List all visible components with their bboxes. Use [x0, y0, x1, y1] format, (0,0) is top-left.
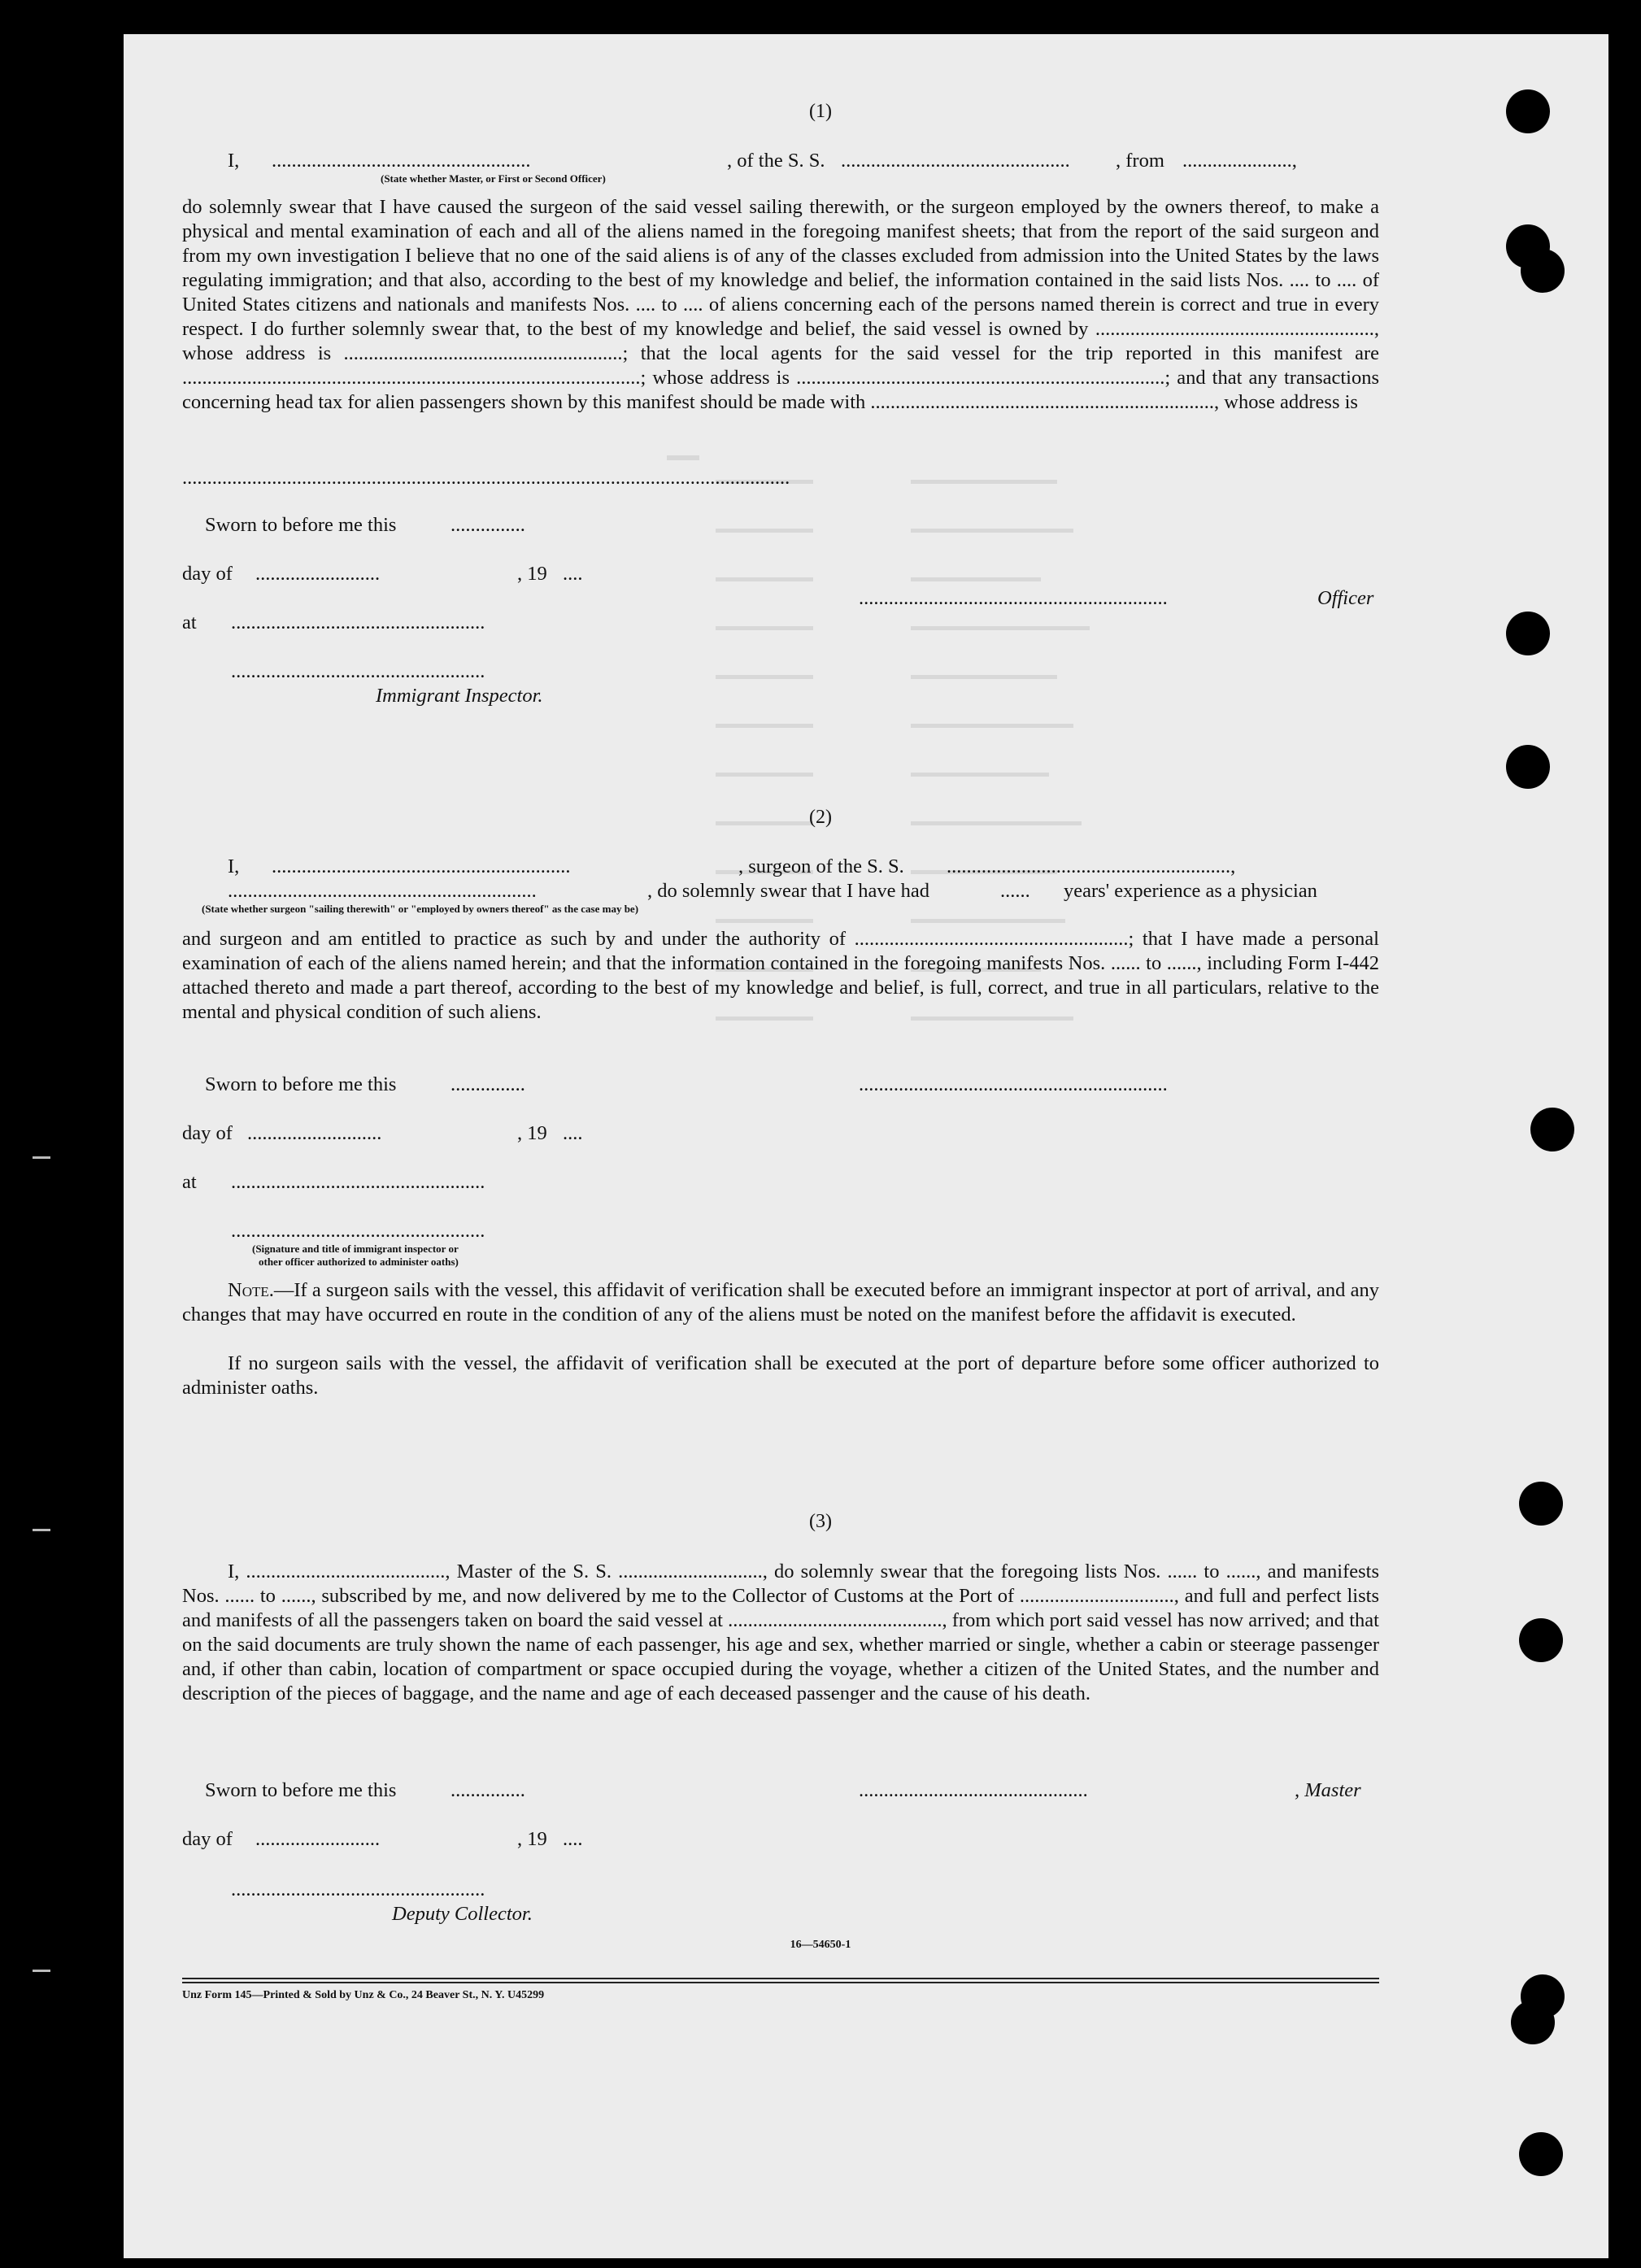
collector-signature-field[interactable]: ................................................... — [231, 1878, 485, 1900]
vessel-name-field[interactable]: ........................................................., — [947, 855, 1236, 877]
section-2-header-line — [182, 855, 1379, 880]
section-2-number: (2) — [809, 807, 832, 828]
punch-hole — [1530, 1108, 1574, 1151]
punch-hole — [1506, 745, 1550, 789]
punch-hole — [1506, 612, 1550, 655]
section-1-inspector-line — [182, 685, 1379, 709]
sworn-label: Sworn to before me this — [205, 1073, 397, 1095]
sworn-label: Sworn to before me this — [205, 1779, 397, 1801]
surgeon-of-ss-label: , surgeon of the S. S. — [738, 855, 904, 877]
inspector-signature-field[interactable]: ................................................... — [231, 660, 485, 682]
vessel-name-field[interactable]: .............................................. — [841, 150, 1070, 172]
section-1-oath-text: do solemnly swear that I have caused the surgeon of the said vessel sailing therewith, or the surgeon employed by the owners thereof, to make a physical and mental examination of each and all of the aliens named in the foregoing manifest sheets; that from the report of the said surgeon and from my own investigation I believe that no one of the said aliens is of any of the classes excluded from admission into the United States by the laws regulating immigration; and that also, according to the best of my knowledge and belief, the information contained in the said lists Nos. .... to .... of United States citizens and nationals and manifests Nos. .... to .... of aliens concerning each of the persons named therein is correct and true in every respect. I do further solemnly swear that, to the best of my knowledge and belief, the said vessel is owned by ........................................................, whose address is ........................................................; that the local agents for the said vessel for the trip reported in this manifest are ............................................................................................; whose address is ..........................................................................; and that any transactions concerning head tax for alien passengers shown by this manifest should be made with ....................................................................., whose address is — [182, 196, 1379, 413]
section-1-header-line — [182, 150, 1379, 174]
punch-hole — [1519, 1618, 1563, 1662]
year-field[interactable]: .... — [563, 563, 583, 585]
years-field[interactable]: ...... — [1000, 880, 1030, 902]
margin-tick — [33, 1970, 50, 1972]
at-field[interactable]: ................................................... — [231, 612, 485, 633]
footer-line — [182, 1989, 1379, 2013]
section-2-sign-line — [182, 1220, 1379, 1244]
inspector-signature-field[interactable]: ................................................... — [231, 1220, 485, 1242]
day-field[interactable]: ......................... — [255, 1828, 381, 1850]
master-signature-field[interactable]: .............................................. — [859, 1779, 1088, 1801]
at-label: at — [182, 612, 197, 633]
printer-imprint: Unz Form 145—Printed & Sold by Unz & Co., 24 Beaver St., N. Y. U45299 — [182, 1989, 545, 2001]
of-the-ss-label: , of the S. S. — [727, 150, 825, 172]
from-port-field[interactable]: ......................, — [1182, 150, 1297, 172]
officer-label: Officer — [1317, 587, 1374, 609]
section-1-body-tail — [182, 467, 1379, 491]
form-code: 16—54650-1 — [790, 1939, 851, 1951]
master-label: , Master — [1295, 1779, 1361, 1801]
surgeon-caption: (State whether surgeon "sailing therewith" or "employed by owners thereof" as the case may be) — [202, 903, 639, 915]
footer-rule — [182, 1982, 1379, 1983]
sworn-field[interactable]: ............... — [451, 514, 525, 536]
pronoun-i: I, — [228, 855, 240, 877]
section-2-sworn-line — [182, 1073, 1379, 1098]
section-1-sworn-line — [182, 514, 1379, 538]
section-2-line-2 — [182, 880, 1379, 904]
day-label: day of — [182, 563, 233, 585]
section-1-officer-line — [182, 587, 1379, 612]
year-label: , 19 — [517, 1122, 547, 1144]
at-label: at — [182, 1171, 197, 1193]
margin-tick — [33, 1156, 50, 1159]
surgeon-status-field[interactable]: .............................................................. — [228, 880, 537, 902]
officer-name-field[interactable]: .................................................... — [272, 150, 531, 172]
year-label: , 19 — [517, 563, 547, 585]
day-field[interactable]: ......................... — [255, 563, 381, 585]
day-label: day of — [182, 1122, 233, 1144]
note-second-paragraph: If no surgeon sails with the vessel, the affidavit of verification shall be executed at the port of departure before some officer authorized to administer oaths. — [182, 1352, 1379, 1399]
section-3-number: (3) — [809, 1511, 832, 1532]
immigrant-inspector-label: Immigrant Inspector. — [376, 685, 543, 707]
section-3-sign-line — [182, 1878, 1379, 1903]
surgeon-signature-field[interactable]: .............................................................. — [859, 1073, 1168, 1095]
signature-caption-line-2: other officer authorized to administer oaths) — [259, 1256, 459, 1268]
pronoun-i: I, — [228, 150, 240, 172]
section-3-oath-text: I, ........................................, Master of the S. S. ............................., do solemnly swear that the foregoing lists Nos. ...... to ......, and manifests Nos. ...... to ......, subscribed by me, and now delivered by me to the Collector of Customs at the Port of ..............................., and full and perfect lists and manifests of all the passengers taken on board the said vessel at ..........................................., from which port said vessel has now arrived; and that on the said documents are truly shown the name of each passenger, his age and sex, whether married or single, whether a cabin or steerage passenger and, if other than cabin, location of compartment or space occupied during the voyage, whether a citizen of the United States, and the number and description of the pieces of baggage, and the name and age of each deceased passenger and the cause of his death. — [182, 1561, 1379, 1704]
sworn-field[interactable]: ............... — [451, 1779, 525, 1801]
day-label: day of — [182, 1828, 233, 1850]
sworn-label: Sworn to before me this — [205, 514, 397, 536]
punch-hole — [1519, 2132, 1563, 2176]
years-experience-label: years' experience as a physician — [1064, 880, 1317, 902]
sworn-field[interactable]: ............... — [451, 1073, 525, 1095]
officer-signature-field[interactable]: .............................................................. — [859, 587, 1168, 609]
year-label: , 19 — [517, 1828, 547, 1850]
deputy-collector-label: Deputy Collector. — [392, 1903, 533, 1925]
note-paragraph — [182, 1278, 1379, 1327]
surgeon-name-field[interactable]: ............................................................ — [272, 855, 571, 877]
year-field[interactable]: .... — [563, 1828, 583, 1850]
note-text: —If a surgeon sails with the vessel, this affidavit of verification shall be executed before an immigrant inspector at port of arrival, and any changes that may have occurred en route in the condition of any of the aliens must be noted on the manifest before the affidavit is executed. — [182, 1279, 1379, 1326]
signature-caption-line-1: (Signature and title of immigrant inspector or — [252, 1243, 459, 1255]
year-field[interactable]: .... — [563, 1122, 583, 1144]
from-label: , from — [1116, 150, 1164, 172]
address-field[interactable]: .......................................................................................................................... — [182, 467, 790, 489]
section-2-oath-text: and surgeon and am entitled to practice as such by and under the authority of .......................................................; that I have made a personal examination of each of the aliens named herein; and that the information contained in the foregoing manifests Nos. ...... to ......, including Form I-442 attached thereto and made a part thereof, according to the best of my knowledge and belief, is full, correct, and true in all particulars, relative to the mental and physical condition of such aliens. — [182, 928, 1379, 1023]
section-2-day-line — [182, 1122, 1379, 1147]
punch-hole — [1511, 2000, 1555, 2044]
at-field[interactable]: ................................................... — [231, 1171, 485, 1193]
officer-caption: (State whether Master, or First or Second Officer) — [381, 172, 606, 185]
section-3-deputy-line — [182, 1903, 1379, 1927]
section-1-at-line — [182, 612, 1379, 636]
section-3-day-line — [182, 1828, 1379, 1852]
day-field[interactable]: ........................... — [247, 1122, 382, 1144]
section-1-number: (1) — [809, 101, 832, 122]
section-1-day-line — [182, 563, 1379, 587]
swear-label: , do solemnly swear that I have had — [647, 880, 929, 902]
section-1-sign-line — [182, 660, 1379, 685]
section-3-sworn-line — [182, 1779, 1379, 1804]
section-2-at-line — [182, 1171, 1379, 1195]
punch-hole — [1521, 249, 1565, 293]
footer-rule — [182, 1978, 1379, 1979]
note-lead: Note. — [228, 1279, 274, 1301]
